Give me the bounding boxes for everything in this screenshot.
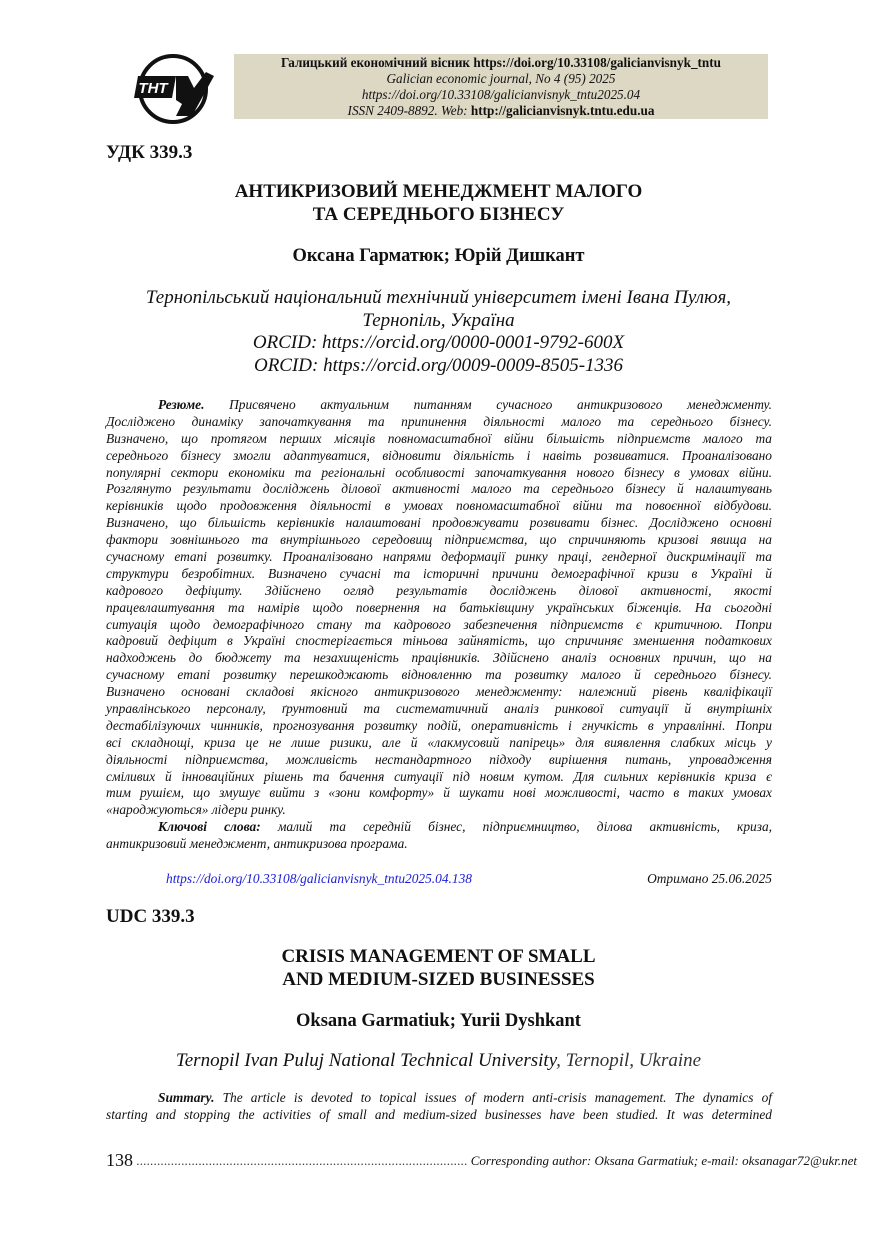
university-name: Ternopil Ivan Puluj National Technical University (175, 1050, 557, 1071)
article-doi-link[interactable]: https://doi.org/10.33108/galicianvisnyk_tntu2025.04.138 (166, 871, 472, 886)
abstract-line: середнього бізнесу змогли адаптуватися, відновити діяльність і навіть розвиватися. Проаналізовано (106, 447, 772, 463)
abstract-line: Досліджено динаміку започаткування та припинення діяльності малого та середнього бізнесу. (106, 413, 772, 429)
title-line: CRISIS MANAGEMENT OF SMALL (281, 946, 596, 967)
abstract-ua (106, 397, 772, 853)
journal-web-link[interactable]: http://galicianvisnyk.tntu.edu.ua (470, 103, 655, 118)
authors-en: Oksana Garmatiuk; Yurii Dyshkant (296, 1011, 581, 1031)
page-footer (106, 1150, 857, 1171)
abstract-line: кадрового дефіциту. Здійснено огляд результатів досліджень ділової активності, якості (106, 582, 772, 598)
abstract-line: Визначено основані складові якісного антикризового менеджменту: належний рівень кваліфікації (106, 684, 772, 700)
page-number: 138 (106, 1150, 133, 1170)
keywords-line: Ключові слова: малий та середній бізнес, підприємництво, ділова активність, криза, (158, 819, 772, 835)
abstract-line: сучасному етапі розвитку перешкоджають відновленню та розвитку малого й середнього бізнесу. (106, 667, 772, 683)
keywords-label: Ключові слова: (158, 819, 261, 835)
abstract-line: Резюме. Присвячено актуальним питанням сучасного антикризового менеджменту. (158, 397, 772, 412)
abstract-line: дестабілізуючих чинників, прогнозування розвитку подій, оперативність і гнучкість в управлінні. Попри (106, 717, 772, 733)
udc-en: UDC 339.3 (106, 906, 195, 927)
abstract-line: структури безробітних. Визначено сучасні та історичні причини демографічної кризи в Україні й (106, 565, 772, 581)
article-title-ua (0, 180, 877, 226)
abstract-line: фактори зовнішнього та внутрішнього середовищ підприємства, що спричиняють кризові явища на (106, 532, 772, 548)
issn-label: ISSN 2409-8892. Web: (347, 103, 468, 118)
abstract-label: Резюме. (158, 397, 205, 412)
summary-label: Summary. (158, 1090, 215, 1105)
affiliation-line: Тернопільський національний технічний університет імені Івана Пулюя, (145, 287, 732, 308)
title-line: AND MEDIUM-SIZED BUSINESSES (282, 969, 595, 990)
abstract-line: Визначено, що більшість керівників налаштовані продовжувати розвивати бізнес. Досліджено основні (106, 515, 772, 531)
journal-title-ua: Галицький економічний вісник https://doi.org/10.33108/galicianvisnyk_tntu (281, 55, 721, 70)
issue-doi: https://doi.org/10.33108/galicianvisnyk_tntu2025.04 (361, 87, 641, 102)
orcid-link[interactable]: ORCID: https://orcid.org/0009-0009-8505-1336 (253, 354, 624, 376)
logo-text: ТНТ (138, 80, 168, 97)
tntu-logo-icon (132, 52, 214, 126)
abstract-line: діяльності підприємства, можливість нестандартного підходу вирішення питань, упровадження (106, 751, 772, 767)
title-line: ТА СЕРЕДНЬОГО БІЗНЕСУ (312, 204, 565, 225)
abstract-line: кадровий дефіцит в Україні спостерігається тіньова зайнятість, що спричиняє зменшення податкових (106, 633, 772, 649)
corresponding-author: Corresponding author: Oksana Garmatiuk; e-mail: oksanagar72@ukr.net (470, 1153, 857, 1168)
abstract-line: керівників щодо продовження діяльності в умовах повномасштабної війни та повоєнної відбудови. (106, 498, 772, 514)
abstract-line: всі складнощі, криза це не лише ризики, але й «лакмусовий папірець» для виявлення слабких місць у (106, 734, 772, 750)
abstract-line: тим рушієм, що змушує вийти з «зони комфорту» й шукати нові можливості, часто в таких умовах (106, 785, 772, 801)
authors-ua: Оксана Гарматюк; Юрій Дишкант (292, 246, 585, 266)
affiliation-line: Тернопіль, Україна (362, 309, 515, 331)
keywords-line: антикризовий менеджмент, антикризова програма. (106, 836, 408, 852)
affiliation-ua (0, 287, 877, 377)
abstract-line: Розглянуто результати досліджень ділової активності малого та середнього бізнесу й налаштувань (106, 481, 772, 497)
abstract-line: працевлаштування та намірів щодо повернення на батьківщину українських біженців. На сьогодні (106, 599, 772, 615)
affiliation-en (0, 1050, 877, 1072)
abstract-line: надходжень до бюджету та незахищеність працівників. Здійснено аналіз основних причин, що на (106, 650, 772, 666)
udc-ua: УДК 339.3 (106, 142, 193, 163)
summary-line: Summary. The article is devoted to topical issues of modern anti-crisis management. The dynamics of (158, 1090, 772, 1105)
abstract-line: сміливих й інноваційних рішень та бачення ситуації під новим кутом. Для сильних керівників криза є (106, 768, 772, 784)
journal-title-en: Galician economic journal, No 4 (95) 2025 (386, 71, 616, 86)
abstract-line: ситуація щодо демографічного стану та кадрового забезпечення підприємств є критичною. Попри (106, 616, 772, 632)
university-location: , Ternopil, Ukraine (556, 1050, 702, 1071)
abstract-line: управлінського персоналу, ґрунтовний та систематичний аналіз ринкової ситуації й внутрішніх (106, 701, 772, 717)
orcid-link[interactable]: ORCID: https://orcid.org/0000-0001-9792-600X (252, 332, 625, 353)
journal-header (234, 54, 768, 119)
abstract-line: «народжуються» лідери ринку. (106, 802, 286, 818)
abstract-line: Визначено, що протягом перших місяців повномасштабної війни більшість підприємств малого та (106, 430, 772, 446)
summary-en (106, 1090, 772, 1124)
article-title-en (0, 945, 877, 991)
abstract-line: сучасному етапі розвитку. Проаналізовано напрями деформації ринку праці, гендерної дискримінації та (106, 549, 772, 565)
summary-line: starting and stopping the activities of small and medium-sized businesses have been studied. It was determined (106, 1106, 772, 1122)
abstract-line: популярні сектори економіки та регіональні особливості започаткування нового бізнесу в умовах війни. (106, 464, 772, 480)
title-line: АНТИКРИЗОВИЙ МЕНЕДЖМЕНТ МАЛОГО (234, 181, 643, 202)
received-date: Отримано 25.06.2025 (647, 871, 772, 886)
footer-leader-dots: ................................................................................................ (136, 1153, 468, 1168)
